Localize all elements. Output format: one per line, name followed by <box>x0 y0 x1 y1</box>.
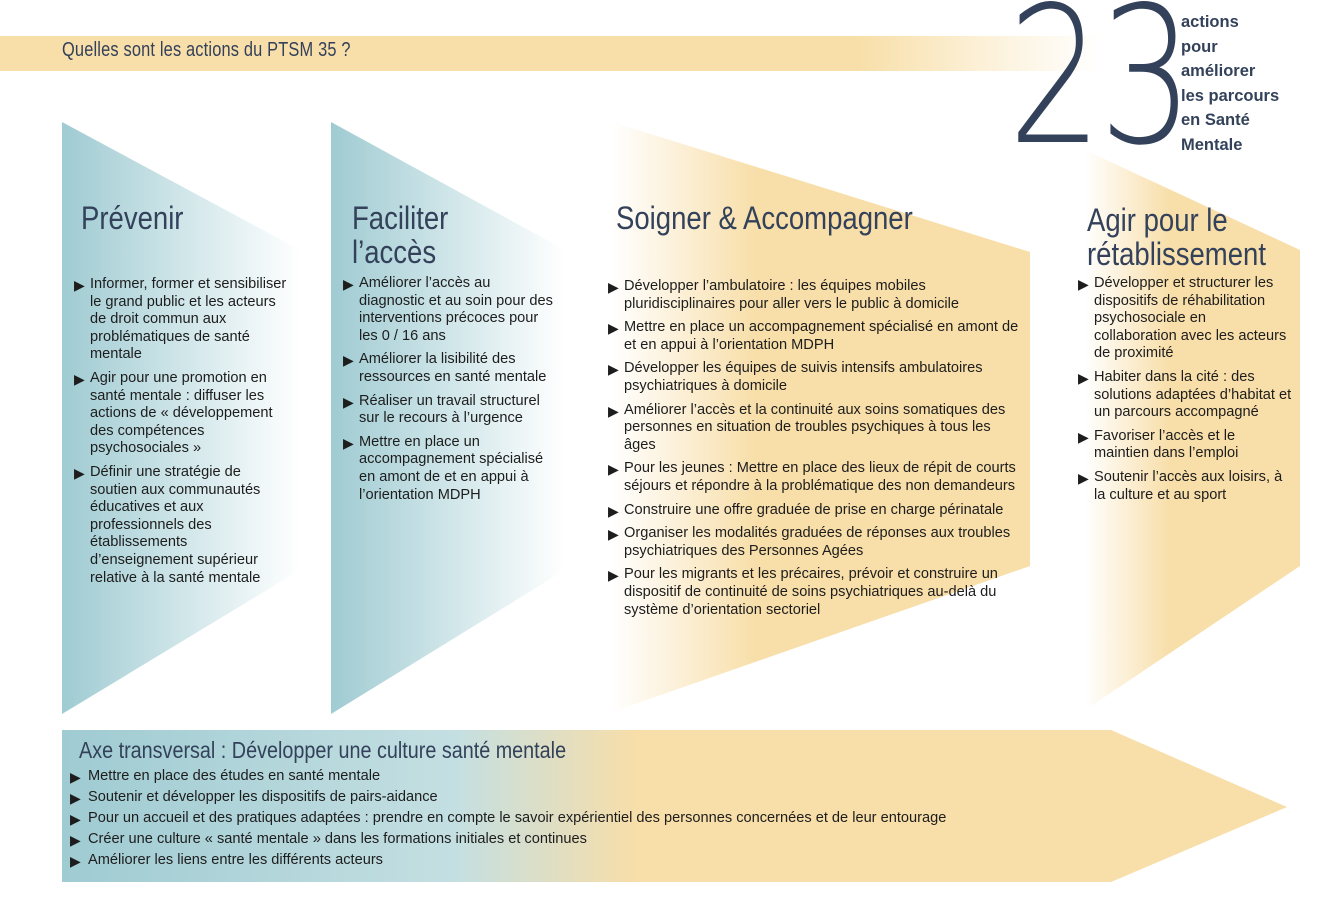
item-text: Mettre en place un accompagnement spécialisé en amont de et en appui à l’orientation MDPH <box>359 433 544 503</box>
column-title-line: Soigner & Accompagner <box>616 200 913 236</box>
item-text: Améliorer les liens entre les différents acteurs <box>88 852 383 868</box>
item-text: Habiter dans la cité : des solutions adaptées d’habitat et un parcours accompagné <box>1094 368 1292 421</box>
list-item <box>610 502 1020 520</box>
bullet-triangle-icon: ▶ <box>608 402 619 419</box>
column-title-retablissement <box>1087 203 1266 271</box>
item-text: Développer les équipes de suivis intensifs ambulatoires psychiatriques à domicile <box>624 360 983 394</box>
column-items-prevenir <box>76 276 291 593</box>
list-item <box>1080 369 1292 422</box>
bullet-triangle-icon: ▶ <box>1078 369 1089 386</box>
bullet-triangle-icon: ▶ <box>608 502 619 519</box>
list-item <box>1080 469 1292 504</box>
page-title: Quelles sont les actions du PTSM 35 ? <box>62 39 351 61</box>
bullet-triangle-icon: ▶ <box>70 832 81 848</box>
list-item <box>610 402 1020 455</box>
tagline-line: améliorer <box>1181 62 1256 80</box>
item-text: Améliorer l’accès au diagnostic et au soin pour des interventions précoces pour les 0 / 16 ans <box>359 275 553 344</box>
item-text: Informer, former et sensibiliser le grand public et les acteurs de droit commun aux problématiques de santé mentale <box>90 276 287 363</box>
column-title-line: Agir pour le <box>1087 202 1228 238</box>
transversal-items <box>72 766 946 871</box>
bullet-triangle-icon: ▶ <box>74 370 85 387</box>
item-text: Mettre en place des études en santé mentale <box>88 768 381 784</box>
bullet-triangle-icon: ▶ <box>608 567 619 584</box>
item-text: Améliorer la lisibilité des ressources en santé mentale <box>359 351 547 385</box>
list-item <box>610 566 1020 619</box>
transversal-title: Axe transversal : Développer une culture santé mentale <box>79 737 567 763</box>
item-text: Favoriser l’accès et le maintien dans l’emploi <box>1094 427 1239 462</box>
list-item <box>1080 275 1292 363</box>
item-text: Organiser les modalités graduées de réponses aux troubles psychiatriques des Personnes Agées <box>624 525 1011 559</box>
bullet-triangle-icon: ▶ <box>608 320 619 337</box>
bullet-triangle-icon: ▶ <box>1078 428 1089 445</box>
list-item <box>72 766 946 787</box>
item-text: Développer et structurer les dispositifs de réhabilitation psychosociale en collaboration avec les acteurs de proximité <box>1094 275 1287 362</box>
item-text: Construire une offre graduée de prise en charge périnatale <box>624 501 1004 518</box>
list-item <box>76 370 291 458</box>
list-item <box>345 393 560 428</box>
list-item <box>72 808 946 829</box>
list-item <box>610 525 1020 560</box>
list-item <box>610 460 1020 495</box>
column-items-soigner <box>610 278 1020 625</box>
item-text: Réaliser un travail structurel sur le recours à l’urgence <box>359 392 540 427</box>
tagline-line: les parcours <box>1181 86 1280 105</box>
tagline-line: actions <box>1181 13 1239 31</box>
item-text: Pour les migrants et les précaires, prévoir et construire un dispositif de continuité de soins psychiatriques au-delà du système d’orientation sectoriel <box>624 566 998 618</box>
item-text: Développer l’ambulatoire : les équipes mobiles pluridisciplinaires pour aller vers le public à domicile <box>624 278 959 312</box>
column-title-line: rétablissement <box>1087 236 1266 272</box>
item-text: Définir une stratégie de soutien aux communautés éducatives et aux professionnels des établissements d’enseignement supérieur relative à la santé mentale <box>90 463 261 586</box>
bullet-triangle-icon: ▶ <box>343 276 354 292</box>
item-text: Pour les jeunes : Mettre en place des lieux de répit de courts séjours et répondre à la problématique des non demandeurs <box>624 460 1016 494</box>
tagline-line: en Santé <box>1181 111 1250 129</box>
bullet-triangle-icon: ▶ <box>1078 469 1089 486</box>
list-item <box>345 434 560 504</box>
list-item <box>610 278 1020 313</box>
list-item <box>76 276 291 364</box>
column-title-line: Faciliter <box>352 200 449 236</box>
bullet-triangle-icon: ▶ <box>70 769 81 785</box>
item-text: Créer une culture « santé mentale » dans les formations initiales et continues <box>88 831 587 847</box>
list-item <box>76 464 291 587</box>
bullet-triangle-icon: ▶ <box>608 461 619 478</box>
column-title-line: l’accès <box>352 234 437 270</box>
list-item <box>345 275 560 345</box>
list-item <box>72 829 946 850</box>
actions-count: 23 <box>1008 0 1191 187</box>
item-text: Mettre en place un accompagnement spécialisé en amont de et en appui à l’orientation MDPH <box>624 319 1019 353</box>
list-item <box>345 351 560 386</box>
bullet-triangle-icon: ▶ <box>608 526 619 543</box>
bullet-triangle-icon: ▶ <box>343 393 354 410</box>
column-title-faciliter <box>352 201 448 269</box>
list-item <box>72 850 946 871</box>
list-item <box>610 360 1020 395</box>
bullet-triangle-icon: ▶ <box>70 811 81 827</box>
bullet-triangle-icon: ▶ <box>343 434 354 451</box>
bullet-triangle-icon: ▶ <box>74 277 85 293</box>
item-text: Soutenir l’accès aux loisirs, à la culture et au sport <box>1094 468 1283 503</box>
column-items-faciliter <box>345 275 560 510</box>
item-text: Pour un accueil et des pratiques adaptées : prendre en compte le savoir expérientiel des personnes concernées et de leur entourage <box>88 810 947 826</box>
list-item <box>610 319 1020 354</box>
bullet-triangle-icon: ▶ <box>608 361 619 378</box>
tagline <box>1181 10 1279 157</box>
list-item <box>1080 428 1292 463</box>
column-title-line: Prévenir <box>81 200 184 236</box>
bullet-triangle-icon: ▶ <box>70 790 81 806</box>
list-item <box>72 787 946 808</box>
tagline-line: pour <box>1181 37 1218 56</box>
item-text: Agir pour une promotion en santé mentale : diffuser les actions de « développement des compétences psychosociales » <box>90 369 273 457</box>
item-text: Soutenir et développer les dispositifs de pairs-aidance <box>88 789 438 805</box>
bullet-triangle-icon: ▶ <box>74 464 85 481</box>
bullet-triangle-icon: ▶ <box>343 352 354 369</box>
column-title-soigner <box>616 201 913 235</box>
bullet-triangle-icon: ▶ <box>1078 276 1089 292</box>
bullet-triangle-icon: ▶ <box>608 279 619 295</box>
column-items-retablissement <box>1080 275 1292 510</box>
item-text: Améliorer l’accès et la continuité aux soins somatiques des personnes en situation de troubles psychiques à tous les âges <box>624 401 1006 453</box>
bullet-triangle-icon: ▶ <box>70 853 81 869</box>
tagline-line: Mentale <box>1181 135 1243 154</box>
column-title-prevenir <box>81 201 183 235</box>
